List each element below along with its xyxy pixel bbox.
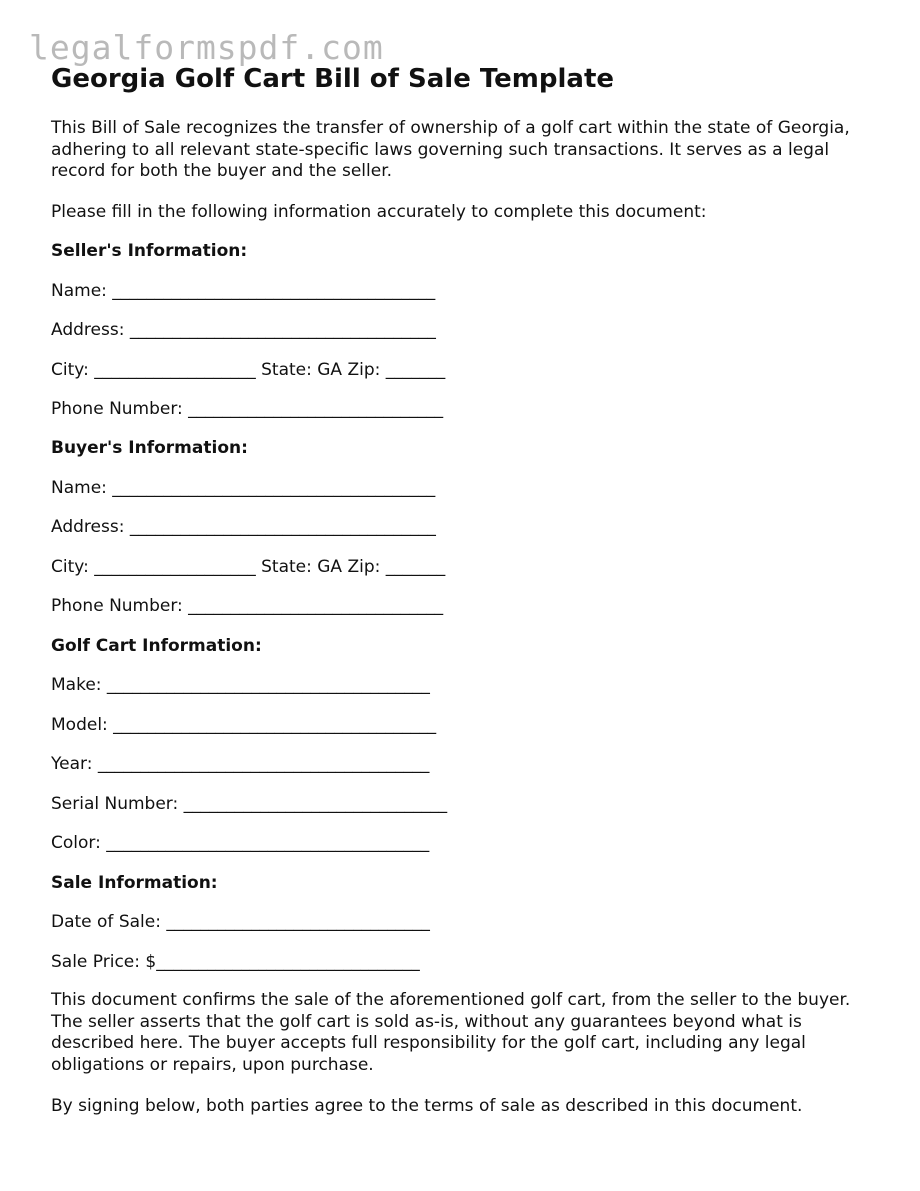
seller-section-heading: Seller's Information: (51, 241, 248, 261)
golf-cart-model-field[interactable]: Model: ______________________________________ (51, 715, 437, 735)
sale-price-field[interactable]: Sale Price: $_______________________________ (51, 952, 420, 972)
sale-date-field[interactable]: Date of Sale: _______________________________ (51, 912, 430, 932)
buyer-name-field[interactable]: Name: ______________________________________ (51, 478, 436, 498)
buyer-city-state-zip-field[interactable]: City: ___________________ State: GA Zip: _______ (51, 557, 446, 577)
golf-cart-year-field[interactable]: Year: _______________________________________ (51, 754, 430, 774)
seller-phone-field[interactable]: Phone Number: ______________________________ (51, 399, 444, 419)
confirmation-paragraph: This document confirms the sale of the aforementioned golf cart, from the seller to the buyer. The seller asserts that the golf cart is sold as-is, without any guarantees beyond what is described here. The buyer accepts full responsibility for the golf cart, including any legal obligations or repairs, upon purchase. (51, 990, 851, 1075)
golf-cart-section-heading: Golf Cart Information: (51, 636, 262, 656)
buyer-address-field[interactable]: Address: ____________________________________ (51, 517, 436, 537)
watermark: legalformspdf.com (29, 28, 384, 67)
golf-cart-color-field[interactable]: Color: ______________________________________ (51, 833, 430, 853)
seller-city-state-zip-field[interactable]: City: ___________________ State: GA Zip: _______ (51, 360, 446, 380)
signing-statement: By signing below, both parties agree to the terms of sale as described in this document. (51, 1096, 803, 1116)
document-title: Georgia Golf Cart Bill of Sale Template (51, 64, 615, 94)
golf-cart-make-field[interactable]: Make: ______________________________________ (51, 675, 430, 695)
buyer-section-heading: Buyer's Information: (51, 438, 248, 458)
instruction-text: Please fill in the following information accurately to complete this document: (51, 202, 707, 222)
golf-cart-serial-field[interactable]: Serial Number: _______________________________ (51, 794, 448, 814)
seller-address-field[interactable]: Address: ____________________________________ (51, 320, 436, 340)
seller-name-field[interactable]: Name: ______________________________________ (51, 281, 436, 301)
intro-paragraph: This Bill of Sale recognizes the transfer of ownership of a golf cart within the state of Georgia, adhering to all relevant state-specific laws governing such transactions. It serves as a legal record for both the buyer and the seller. (51, 118, 850, 181)
buyer-phone-field[interactable]: Phone Number: ______________________________ (51, 596, 444, 616)
sale-section-heading: Sale Information: (51, 873, 218, 893)
